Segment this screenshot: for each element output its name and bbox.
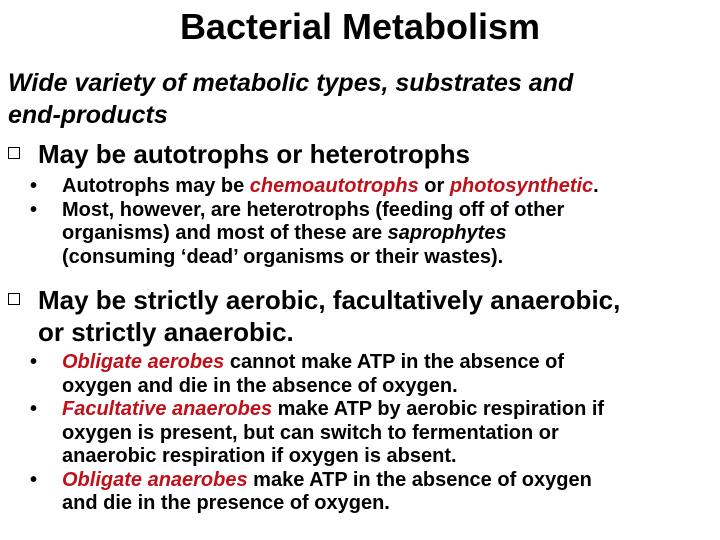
term-photosynthetic: photosynthetic: [449, 175, 594, 197]
slide-title: Bacterial Metabolism: [179, 6, 541, 47]
point-2-line-1: May be strictly aerobic, facultatively anaerobic,: [38, 285, 621, 315]
point-2-line-2: or strictly anaerobic.: [38, 317, 294, 347]
bullet-line: [62, 469, 720, 493]
point-1-text: May be autotrophs or heterotrophs: [38, 139, 470, 169]
bullet-text-segment: make ATP by aerobic respiration if: [272, 398, 605, 420]
list-item: [30, 398, 720, 469]
point-autotrophs-heterotrophs: [8, 138, 714, 170]
intro-text: [8, 67, 708, 131]
term-obligate-aerobes: Obligate aerobes: [62, 351, 225, 373]
bullet-text: [62, 175, 720, 199]
bullet-line: [62, 398, 720, 422]
bullet-text-segment: cannot make ATP in the absence of: [224, 351, 564, 373]
bullet-line: [62, 222, 720, 246]
bullet-dot-icon: •: [30, 175, 38, 197]
bullet-text-segment: .: [593, 175, 599, 197]
term-obligate-anaerobes: Obligate anaerobes: [62, 468, 248, 491]
bullet-text-segment: or: [418, 175, 450, 197]
bullet-text: [62, 469, 720, 516]
intro-line-2: end-products: [8, 101, 168, 129]
bullet-dot-icon: •: [30, 398, 38, 420]
hollow-square-icon: [8, 293, 20, 305]
list-item: [30, 469, 720, 516]
point-2-bullet-list: [30, 351, 720, 516]
bullet-line: (consuming ‘dead’ organisms or their wastes).: [62, 245, 504, 268]
bullet-line: anaerobic respiration if oxygen is absent.: [62, 445, 457, 467]
bullet-dot-icon: •: [30, 351, 38, 373]
bullet-text: [62, 351, 720, 398]
bullet-line: and die in the presence of oxygen.: [62, 492, 390, 514]
bullet-text-segment: organisms) and most of these are: [62, 222, 388, 244]
point-aerobic-anaerobic: [8, 284, 714, 348]
bullet-line: Most, however, are heterotrophs (feeding off of other: [62, 198, 565, 221]
bullet-text-segment: make ATP in the absence of oxygen: [247, 468, 592, 491]
list-item: [30, 199, 720, 270]
list-item: [30, 175, 720, 199]
point-2-text: [38, 284, 714, 348]
hollow-square-icon: [8, 147, 20, 159]
bullet-dot-icon: •: [30, 468, 38, 491]
intro-line-1: Wide variety of metabolic types, substrates and: [8, 69, 574, 97]
term-chemoautotrophs: chemoautotrophs: [249, 175, 419, 197]
bullet-line: oxygen is present, but can switch to fermentation or: [62, 421, 559, 444]
term-facultative-anaerobes: Facultative anaerobes: [62, 398, 273, 420]
bullet-text-segment: Autotrophs may be: [62, 175, 250, 197]
bullet-line: [62, 351, 720, 375]
bullet-line: oxygen and die in the absence of oxygen.: [62, 374, 458, 397]
list-item: [30, 351, 720, 398]
point-1-bullet-list: [30, 175, 720, 269]
term-saprophytes: saprophytes: [387, 222, 507, 244]
bullet-dot-icon: •: [30, 198, 38, 221]
bullet-text: [62, 199, 720, 270]
bullet-text: [62, 398, 720, 469]
